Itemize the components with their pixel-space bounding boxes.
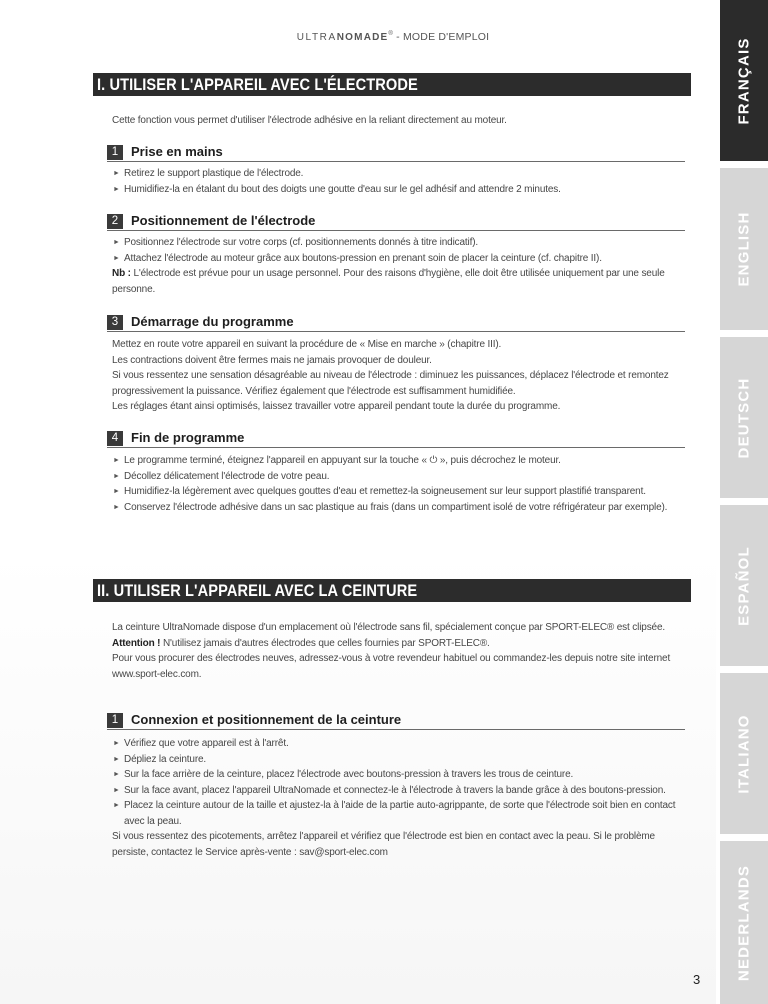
step-1-heading bbox=[107, 145, 685, 162]
step-3-heading bbox=[107, 315, 685, 332]
step-number: 3 bbox=[107, 315, 123, 330]
attention-label: Attention ! bbox=[112, 637, 161, 649]
lang-tab-espanol[interactable] bbox=[720, 505, 768, 666]
outro-text: Pour vous procurer des électrodes neuves, adressez-vous à votre revendeur habituel ou commandez-les depuis notre site internet www.sport-elec.com. bbox=[112, 653, 671, 680]
bullet-item: ► Retirez le support plastique de l'électrode. bbox=[112, 166, 692, 182]
section-1-title-bar bbox=[93, 73, 691, 96]
brand-mark: ® bbox=[388, 31, 394, 37]
section-1-title: I. UTILISER L'APPAREIL AVEC L'ÉLECTRODE bbox=[97, 75, 418, 94]
step-title: Positionnement de l'électrode bbox=[131, 213, 316, 228]
bullet-item: ► Positionnez l'électrode sur votre corps (cf. positionnements donnés à titre indicatif). bbox=[112, 235, 692, 251]
lang-tab-label: ITALIANO bbox=[735, 713, 753, 794]
page-number: 3 bbox=[693, 972, 701, 987]
step-1-body bbox=[112, 166, 692, 197]
step-title: Connexion et positionnement de la ceinture bbox=[131, 712, 402, 727]
lang-tab-label: ESPAÑOL bbox=[735, 545, 753, 626]
brand-bold: NOMADE bbox=[336, 32, 389, 43]
bullet-text-after: », puis décrochez le moteur. bbox=[437, 455, 561, 466]
intro-text: Cette fonction vous permet d'utiliser l'électrode adhésive en la reliant directement au moteur. bbox=[112, 115, 507, 126]
bullet-item: ► Vérifiez que votre appareil est à l'arrêt. bbox=[112, 736, 692, 752]
lang-tab-nederlands[interactable] bbox=[720, 841, 768, 1004]
section-2-step-1-body bbox=[112, 736, 692, 860]
step-4-body bbox=[112, 453, 692, 515]
section-2-title-bar bbox=[93, 579, 691, 602]
bullet-item: ► Conservez l'électrode adhésive dans un sac plastique au frais (dans un compartiment isolé de votre réfrigérateur par exemple). bbox=[112, 500, 692, 516]
step-number: 2 bbox=[107, 214, 123, 229]
step-4-heading bbox=[107, 431, 685, 448]
bullet-item: ► Sur la face avant, placez l'appareil UltraNomade et connectez-le à l'électrode à travers la bande grâce à des boutons-pression. bbox=[112, 783, 692, 799]
note-text: L'électrode est prévue pour un usage personnel. Pour des raisons d'hygiène, elle doit être utilisée uniquement par une seule personne. bbox=[112, 268, 665, 295]
bullet-text-before: Le programme terminé, éteignez l'appareil en appuyant sur la touche « bbox=[124, 455, 430, 466]
bullet-item: ► Humidifiez-la légèrement avec quelques gouttes d'eau et remettez-la soigneusement sur leur support plastifié transparent. bbox=[112, 484, 692, 500]
lang-tab-english[interactable] bbox=[720, 168, 768, 330]
power-icon: ⏻ bbox=[429, 455, 438, 466]
step-number: 1 bbox=[107, 713, 123, 728]
paragraph-line: Mettez en route votre appareil en suivant la procédure de « Mise en marche » (chapitre III). bbox=[112, 339, 502, 350]
attention-paragraph bbox=[112, 636, 692, 652]
bullet-item: ► Décollez délicatement l'électrode de votre peau. bbox=[112, 469, 692, 485]
closing-text: Si vous ressentez des picotements, arrêtez l'appareil et vérifiez que l'électrode est bien en contact avec la peau. Si le problème persiste, contactez le Service après-vente : sav@sport-elec.com bbox=[112, 831, 655, 858]
section-1-intro bbox=[112, 113, 692, 129]
lang-tab-label: FRANÇAIS bbox=[735, 36, 753, 125]
step-number: 1 bbox=[107, 145, 123, 160]
bullet-item bbox=[112, 453, 692, 469]
bullet-item: ► Dépliez la ceinture. bbox=[112, 752, 692, 768]
bullet-item: ► Humidifiez-la en étalant du bout des doigts une goutte d'eau sur le gel adhésif and attendre 2 minutes. bbox=[112, 182, 692, 198]
note-paragraph bbox=[112, 266, 692, 297]
section-2-step-1-heading bbox=[107, 713, 685, 730]
section-2-intro bbox=[112, 620, 692, 682]
paragraph-line: Si vous ressentez une sensation désagréable au niveau de l'électrode : diminuez les puissances, déplacez l'électrode et remontez progressivement la puissance. Vérifiez également que l'électrode est suffisamment humidifiée. bbox=[112, 370, 669, 397]
lang-tab-italiano[interactable] bbox=[720, 673, 768, 834]
step-number: 4 bbox=[107, 431, 123, 446]
brand-light: ULTRA bbox=[296, 32, 337, 43]
lang-tab-label: DEUTSCH bbox=[735, 377, 753, 458]
document-header bbox=[0, 31, 768, 43]
bullet-item: ► Placez la ceinture autour de la taille et ajustez-la à l'aide de la partie auto-agrippante, de sorte que l'électrode soit bien en contact avec la peau. bbox=[112, 798, 692, 829]
section-2-title: II. UTILISER L'APPAREIL AVEC LA CEINTURE bbox=[97, 581, 418, 600]
step-title: Démarrage du programme bbox=[131, 314, 294, 329]
lang-tab-label: ENGLISH bbox=[735, 211, 753, 287]
step-title: Fin de programme bbox=[131, 430, 245, 445]
step-3-body bbox=[112, 337, 692, 415]
lang-tab-deutsch[interactable] bbox=[720, 337, 768, 498]
lang-tab-francais[interactable] bbox=[720, 0, 768, 161]
bullet-item: ► Attachez l'électrode au moteur grâce aux boutons-pression en prenant soin de placer la ceinture (cf. chapitre II). bbox=[112, 251, 692, 267]
step-title: Prise en mains bbox=[131, 144, 223, 159]
attention-text: N'utilisez jamais d'autres électrodes que celles fournies par SPORT-ELEC®. bbox=[160, 637, 490, 649]
paragraph-line: Les réglages étant ainsi optimisés, laissez travailler votre appareil pendant toute la durée du programme. bbox=[112, 401, 561, 412]
step-2-body bbox=[112, 235, 692, 297]
note-label: Nb : bbox=[112, 268, 131, 279]
intro-text: La ceinture UltraNomade dispose d'un emplacement où l'électrode sans fil, spécialement conçue par SPORT-ELEC® est clipsée. bbox=[112, 622, 665, 633]
header-subtitle: - MODE D'EMPLOI bbox=[393, 31, 490, 43]
bullet-item: ► Sur la face arrière de la ceinture, placez l'électrode avec boutons-pression à travers les trous de ceinture. bbox=[112, 767, 692, 783]
step-2-heading bbox=[107, 214, 685, 231]
lang-tab-label: NEDERLANDS bbox=[735, 864, 753, 981]
paragraph-line: Les contractions doivent être fermes mais ne jamais provoquer de douleur. bbox=[112, 354, 432, 366]
